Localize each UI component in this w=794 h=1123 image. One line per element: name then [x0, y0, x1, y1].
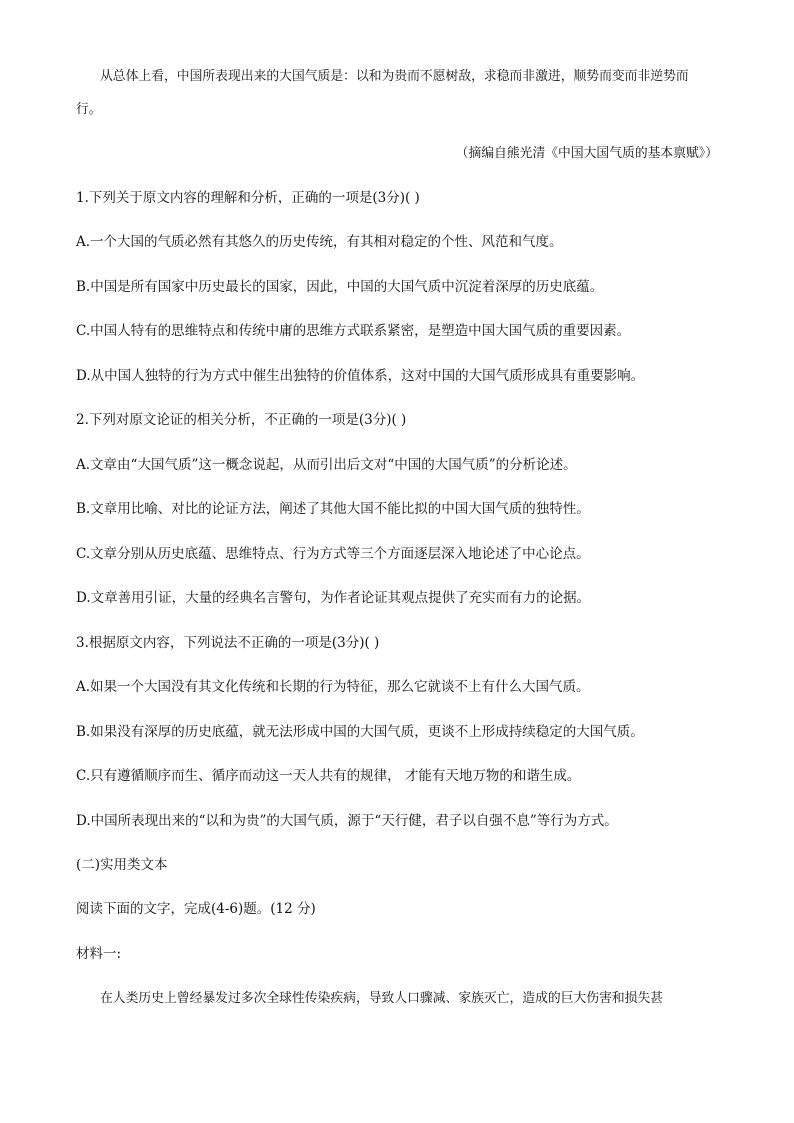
question-1-option-d: D.从中国人独特的行为方式中催生出独特的价值体系，这对中国的大国气质形成具有重要影响。	[76, 368, 645, 384]
question-2-option-b: B.文章用比喻、对比的论证方法，阐述了其他大国不能比拟的中国大国气质的独特性。	[76, 501, 590, 517]
question-2-option-d: D.文章善用引证，大量的经典名言警句，为作者论证其观点提供了充实而有力的论据。	[76, 590, 591, 606]
question-2-stem: 2.下列对原文论证的相关分析，不正确的一项是(3分)( )	[76, 412, 407, 428]
question-3-option-c: C.只有遵循顺序而生、循序而动这一天人共有的规律， 才能有天地万物的和谐生成。	[76, 768, 581, 784]
question-1-option-a: A.一个大国的气质必然有其悠久的历史传统，有其相对稳定的个性、风范和气度。	[76, 234, 563, 250]
material-paragraph-line-1: 在人类历史上曾经暴发过多次全球性传染疾病，导致人口骤减、家族灭亡，造成的巨大伤害和损失甚	[100, 991, 664, 1006]
material-label: 材料一:	[76, 946, 122, 962]
section-instruction: 阅读下面的文字，完成(4-6)题。(12 分)	[76, 901, 316, 917]
question-2-option-a: A.文章由“大国气质”这一概念说起，从而引出后文对“中国的大国气质”的分析论述。	[76, 457, 577, 473]
question-3-option-b: B.如果没有深厚的历史底蕴，就无法形成中国的大国气质，更谈不上形成持续稳定的大国气质。	[76, 724, 644, 740]
question-1-option-c: C.中国人特有的思维特点和传统中庸的思维方式联系紧密，是塑造中国大国气质的重要因素。	[76, 323, 631, 339]
passage-source: （摘编自熊光清《中国大国气质的基本禀赋》）	[455, 146, 718, 161]
question-2-option-c: C.文章分别从历史底蕴、思维特点、行为方式等三个方面逐层深入地论述了中心论点。	[76, 546, 590, 562]
passage-paragraph-line-2: 行。	[76, 102, 102, 117]
question-3-stem: 3.根据原文内容，下列说法不正确的一项是(3分)( )	[76, 635, 380, 651]
question-3-option-d: D.中国所表现出来的“以和为贵”的大国气质，源于“天行健，君子以自强不息”等行为方式。	[76, 813, 618, 829]
passage-paragraph-line-1: 从总体上看，中国所表现出来的大国气质是：以和为贵而不愿树敌，求稳而非激进，顺势而变而非逆势而	[100, 69, 689, 84]
question-1-option-b: B.中国是所有国家中历史最长的国家，因此，中国的大国气质中沉淀着深厚的历史底蕴。	[76, 279, 604, 295]
question-3-option-a: A.如果一个大国没有其文化传统和长期的行为特征，那么它就谈不上有什么大国气质。	[76, 679, 590, 695]
question-1-stem: 1.下列关于原文内容的理解和分析，正确的一项是(3分)( )	[76, 190, 420, 206]
section-heading: (二)实用类文本	[76, 857, 168, 873]
